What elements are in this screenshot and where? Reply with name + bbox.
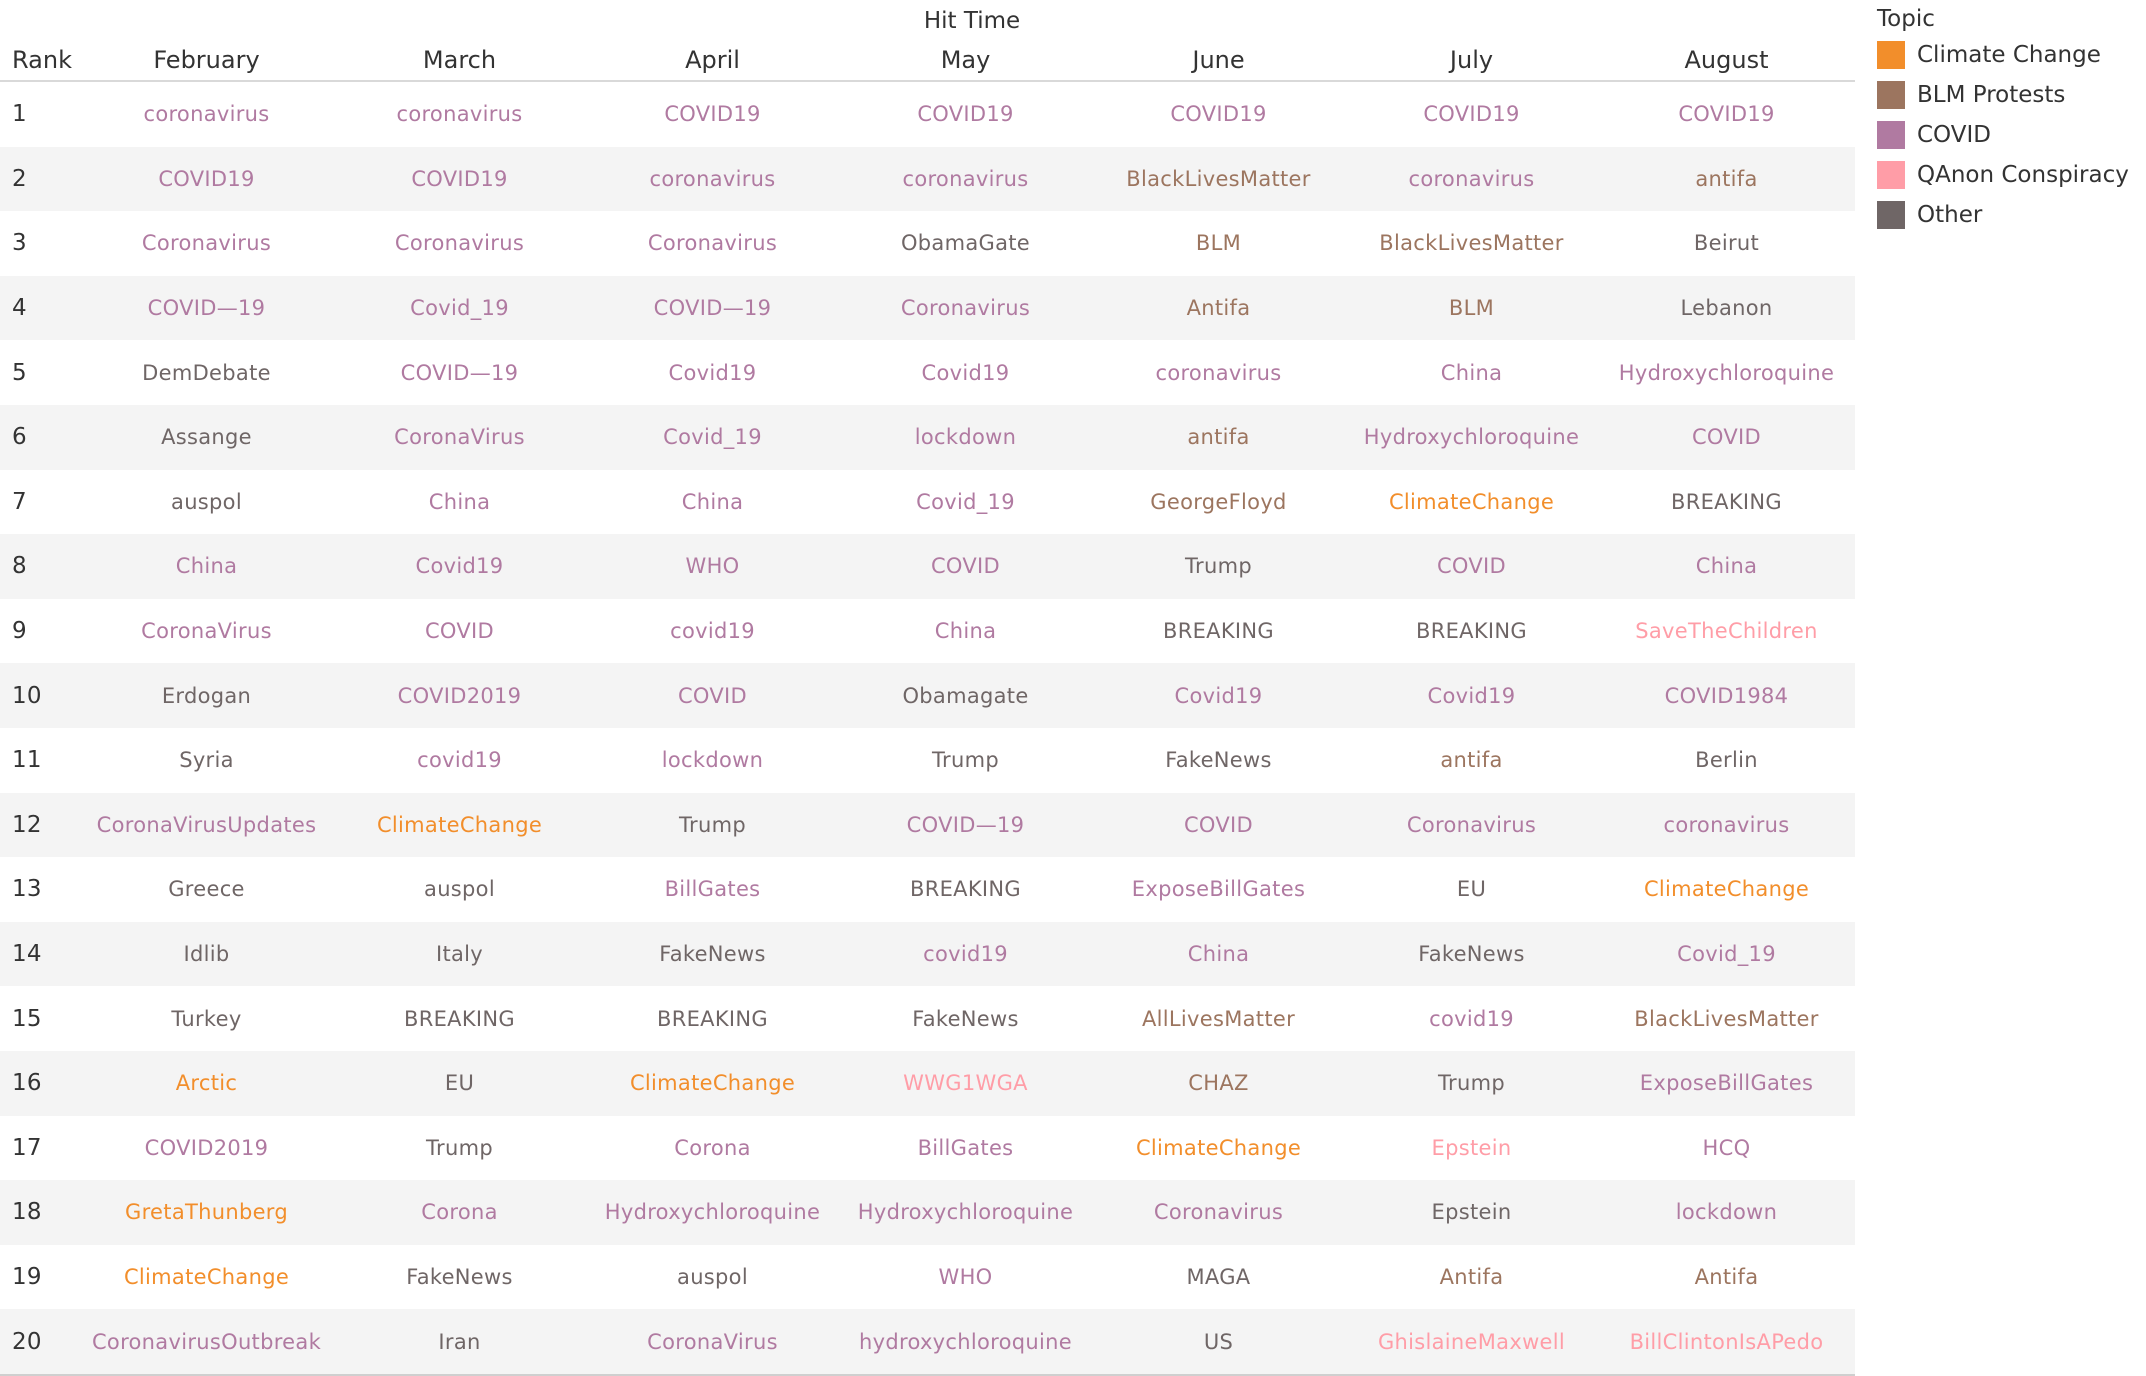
hashtag-cell: coronavirus bbox=[839, 147, 1092, 212]
hashtag-cell: BREAKING bbox=[910, 877, 1021, 902]
month-header: March bbox=[422, 46, 497, 74]
month-header: July bbox=[1449, 46, 1494, 74]
hashtag-cell: AllLivesMatter bbox=[1141, 1006, 1296, 1031]
hashtag-cell: Hydroxychloroquine bbox=[1618, 360, 1835, 385]
rank-cell: 9 bbox=[12, 618, 27, 645]
hashtag-cell: CoronaVirus bbox=[586, 1309, 839, 1375]
hashtag-cell: Epstein bbox=[1345, 1180, 1598, 1245]
hashtag-cell: Corona bbox=[333, 1180, 586, 1245]
topic-legend bbox=[1877, 6, 2129, 235]
hashtag-cell: Arctic bbox=[80, 1051, 333, 1116]
hashtag-cell: CoronaVirus bbox=[141, 619, 272, 644]
hashtag-cell: Covid19 bbox=[333, 534, 586, 599]
rank-cell: 15 bbox=[12, 1005, 42, 1032]
table-row bbox=[0, 1309, 1855, 1375]
hashtag-cell: Coronavirus bbox=[647, 231, 778, 256]
legend-item-climate[interactable] bbox=[1877, 35, 2129, 75]
month-header: August bbox=[1684, 46, 1769, 74]
hashtag-cell: COVID bbox=[1345, 534, 1598, 599]
legend-swatch bbox=[1877, 161, 1905, 189]
table-row bbox=[0, 1180, 1855, 1245]
hashtag-cell: Obamagate bbox=[839, 663, 1092, 728]
table-row bbox=[0, 1245, 1855, 1310]
header-row bbox=[0, 40, 1855, 81]
hashtag-cell: BREAKING bbox=[1671, 489, 1782, 514]
hashtag-cell: FakeNews bbox=[586, 922, 839, 987]
hashtag-cell: BlackLivesMatter bbox=[1092, 147, 1345, 212]
hashtag-cell: COVID19 bbox=[917, 102, 1014, 127]
table-row bbox=[0, 405, 1855, 470]
hashtag-cell: BillClintonIsAPedo bbox=[1598, 1309, 1855, 1375]
hashtag-cell: EU bbox=[333, 1051, 586, 1116]
rank-cell: 1 bbox=[12, 101, 27, 128]
hashtag-cell: covid19 bbox=[670, 619, 755, 644]
hashtag-cell: WHO bbox=[586, 534, 839, 599]
rank-cell: 20 bbox=[0, 1309, 80, 1375]
hashtag-cell: Covid19 bbox=[1345, 663, 1598, 728]
hashtag-cell: US bbox=[1092, 1309, 1345, 1375]
legend-label: COVID bbox=[1917, 122, 1991, 148]
legend-item-qanon[interactable] bbox=[1877, 155, 2129, 195]
hashtag-cell: antifa bbox=[1092, 405, 1345, 470]
month-header: April bbox=[685, 46, 740, 74]
hashtag-cell: Epstein bbox=[1431, 1135, 1512, 1160]
rank-cell: 16 bbox=[0, 1051, 80, 1116]
month-header: June bbox=[1192, 46, 1245, 74]
hashtag-cell: Trump bbox=[1092, 534, 1345, 599]
hashtag-cell: Covid19 bbox=[1092, 663, 1345, 728]
legend-title: Topic bbox=[1877, 6, 1935, 32]
hashtag-cell: DemDebate bbox=[142, 360, 271, 385]
hashtag-cell: coronavirus bbox=[1345, 147, 1598, 212]
hashtag-cell: EU bbox=[1456, 877, 1487, 902]
rank-cell: 19 bbox=[12, 1263, 42, 1290]
table-row bbox=[0, 340, 1855, 405]
table-row bbox=[0, 276, 1855, 341]
hashtag-cell: covid19 bbox=[839, 922, 1092, 987]
hashtag-cell: Covid_19 bbox=[1598, 922, 1855, 987]
hashtag-cell: Coronavirus bbox=[1345, 793, 1598, 858]
hashtag-cell: BREAKING bbox=[1163, 619, 1274, 644]
rank-cell: 13 bbox=[12, 876, 42, 903]
hashtag-cell: coronavirus bbox=[396, 102, 523, 127]
table-row bbox=[0, 728, 1855, 793]
hashtag-cell: COVID19 bbox=[1678, 102, 1775, 127]
hashtag-cell: China bbox=[428, 489, 491, 514]
hashtag-cell: COVID19 bbox=[333, 147, 586, 212]
rank-cell: 5 bbox=[12, 359, 27, 386]
hashtag-cell: Covid_19 bbox=[333, 276, 586, 341]
hashtag-cell: COVID bbox=[424, 619, 495, 644]
hashtag-cell: lockdown bbox=[1598, 1180, 1855, 1245]
month-header: May bbox=[940, 46, 991, 74]
hashtag-cell: BillGates bbox=[664, 877, 761, 902]
hashtag-cell: Antifa bbox=[1092, 276, 1345, 341]
hashtag-cell: COVID2019 bbox=[333, 663, 586, 728]
hashtag-cell: ClimateChange bbox=[1388, 489, 1555, 514]
hashtag-cell: China bbox=[80, 534, 333, 599]
hashtag-cell: Coronavirus bbox=[394, 231, 525, 256]
rank-cell: 8 bbox=[0, 534, 80, 599]
hashtag-cell: COVID2019 bbox=[144, 1135, 269, 1160]
table-row bbox=[0, 1051, 1855, 1116]
hashtag-cell: China bbox=[1092, 922, 1345, 987]
hashtag-cell: Corona bbox=[674, 1135, 751, 1160]
table-row bbox=[0, 857, 1855, 922]
hashtag-cell: Assange bbox=[80, 405, 333, 470]
hashtag-cell: BlackLivesMatter bbox=[1634, 1006, 1819, 1031]
hashtag-cell: Covid_19 bbox=[586, 405, 839, 470]
legend-swatch bbox=[1877, 201, 1905, 229]
hashtag-cell: China bbox=[1598, 534, 1855, 599]
hashtag-cell: Hydroxychloroquine bbox=[586, 1180, 839, 1245]
legend-swatch bbox=[1877, 41, 1905, 69]
hashtag-cell: MAGA bbox=[1186, 1264, 1251, 1289]
legend-swatch bbox=[1877, 81, 1905, 109]
hashtag-cell: Covid19 bbox=[921, 360, 1010, 385]
legend-label: BLM Protests bbox=[1917, 82, 2066, 108]
hashtag-cell: Iran bbox=[333, 1309, 586, 1375]
table-row bbox=[0, 211, 1855, 276]
table-row bbox=[0, 599, 1855, 664]
hashtag-cell: lockdown bbox=[661, 748, 764, 773]
hashtag-cell: ClimateChange bbox=[1135, 1135, 1302, 1160]
hashtag-cell: auspol bbox=[424, 877, 495, 902]
hashtag-cell: COVID—19 bbox=[80, 276, 333, 341]
hashtag-cell: coronavirus bbox=[586, 147, 839, 212]
legend-label: Other bbox=[1917, 202, 1983, 228]
rank-cell: 18 bbox=[0, 1180, 80, 1245]
column-group-title: Hit Time bbox=[923, 8, 1021, 34]
rank-cell: 7 bbox=[12, 488, 27, 515]
hashtag-cell: Italy bbox=[333, 922, 586, 987]
hashtag-cell: COVID19 bbox=[1170, 102, 1267, 127]
hashtag-cell: COVID19 bbox=[80, 147, 333, 212]
hashtag-cell: ClimateChange bbox=[586, 1051, 839, 1116]
legend-swatch bbox=[1877, 121, 1905, 149]
hashtag-rank-table bbox=[0, 40, 1855, 1376]
rank-cell: 10 bbox=[0, 663, 80, 728]
hashtag-cell: FakeNews bbox=[1165, 748, 1272, 773]
hashtag-cell: Syria bbox=[179, 748, 234, 773]
hashtag-cell: BREAKING bbox=[404, 1006, 515, 1031]
hashtag-cell: COVID19 bbox=[664, 102, 761, 127]
rank-cell: 17 bbox=[12, 1134, 42, 1161]
hashtag-cell: auspol bbox=[171, 489, 242, 514]
hashtag-cell: CoronavirusOutbreak bbox=[80, 1309, 333, 1375]
hashtag-cell: covid19 bbox=[1429, 1006, 1514, 1031]
hashtag-cell: Lebanon bbox=[1598, 276, 1855, 341]
hashtag-cell: Idlib bbox=[80, 922, 333, 987]
hashtag-cell: COVID—19 bbox=[839, 793, 1092, 858]
legend-label: QAnon Conspiracy bbox=[1917, 162, 2129, 188]
hashtag-cell: Hydroxychloroquine bbox=[839, 1180, 1092, 1245]
hashtag-cell: FakeNews bbox=[1345, 922, 1598, 987]
rank-cell: 2 bbox=[0, 147, 80, 212]
hashtag-cell: COVID—19 bbox=[400, 360, 519, 385]
hashtag-cell: coronavirus bbox=[1598, 793, 1855, 858]
legend-label: Climate Change bbox=[1917, 42, 2101, 68]
hashtag-cell: ClimateChange bbox=[1643, 877, 1810, 902]
table-row bbox=[0, 81, 1855, 147]
hashtag-cell: Coronavirus bbox=[839, 276, 1092, 341]
hashtag-cell: FakeNews bbox=[406, 1264, 513, 1289]
hashtag-cell: COVID bbox=[586, 663, 839, 728]
table-row bbox=[0, 986, 1855, 1051]
hashtag-cell: Beirut bbox=[1693, 231, 1760, 256]
hashtag-cell: WWG1WGA bbox=[839, 1051, 1092, 1116]
hashtag-cell: hydroxychloroquine bbox=[839, 1309, 1092, 1375]
hashtag-cell: covid19 bbox=[417, 748, 502, 773]
hashtag-cell: COVID bbox=[1092, 793, 1345, 858]
rank-cell: 6 bbox=[0, 405, 80, 470]
rank-cell: 11 bbox=[12, 747, 42, 774]
hashtag-cell: Trump bbox=[586, 793, 839, 858]
hashtag-cell: SaveTheChildren bbox=[1635, 619, 1818, 644]
hashtag-cell: Trump bbox=[426, 1135, 493, 1160]
hashtag-cell: China bbox=[1440, 360, 1503, 385]
hashtag-cell: Trump bbox=[932, 748, 999, 773]
hashtag-cell: COVID bbox=[1598, 405, 1855, 470]
hashtag-cell: ClimateChange bbox=[333, 793, 586, 858]
hashtag-cell: lockdown bbox=[839, 405, 1092, 470]
legend-item-other[interactable] bbox=[1877, 195, 2129, 235]
rank-header: Rank bbox=[0, 40, 80, 81]
hashtag-cell: COVID19 bbox=[1423, 102, 1520, 127]
hashtag-cell: Covid19 bbox=[668, 360, 757, 385]
hashtag-cell: CHAZ bbox=[1092, 1051, 1345, 1116]
hashtag-cell: Trump bbox=[1345, 1051, 1598, 1116]
hashtag-cell: coronavirus bbox=[143, 102, 270, 127]
hashtag-cell: Covid_19 bbox=[916, 489, 1015, 514]
legend-item-covid[interactable] bbox=[1877, 115, 2129, 155]
hashtag-cell: GeorgeFloyd bbox=[1150, 489, 1287, 514]
legend-items bbox=[1877, 35, 2129, 235]
hashtag-cell: antifa bbox=[1598, 147, 1855, 212]
hashtag-cell: auspol bbox=[677, 1264, 748, 1289]
rank-cell: 12 bbox=[0, 793, 80, 858]
table-row bbox=[0, 470, 1855, 535]
hashtag-cell: GhislaineMaxwell bbox=[1345, 1309, 1598, 1375]
table-row bbox=[0, 534, 1855, 599]
hashtag-cell: ExposeBillGates bbox=[1131, 877, 1306, 902]
hashtag-cell: Hydroxychloroquine bbox=[1345, 405, 1598, 470]
hashtag-cell: Antifa bbox=[1439, 1264, 1504, 1289]
month-header: February bbox=[153, 46, 260, 74]
rank-cell: 3 bbox=[12, 230, 27, 257]
rank-cell: 14 bbox=[0, 922, 80, 987]
hashtag-cell: ClimateChange bbox=[123, 1264, 290, 1289]
hashtag-cell: coronavirus bbox=[1155, 360, 1282, 385]
hashtag-cell: China bbox=[681, 489, 744, 514]
hashtag-cell: Antifa bbox=[1694, 1264, 1759, 1289]
hashtag-cell: FakeNews bbox=[912, 1006, 1019, 1031]
hashtag-cell: HCQ bbox=[1702, 1135, 1751, 1160]
hashtag-cell: BlackLivesMatter bbox=[1379, 231, 1564, 256]
table-row bbox=[0, 793, 1855, 858]
hashtag-cell: COVID bbox=[839, 534, 1092, 599]
hashtag-cell: Coronavirus bbox=[141, 231, 272, 256]
legend-item-blm[interactable] bbox=[1877, 75, 2129, 115]
hashtag-cell: Berlin bbox=[1695, 748, 1758, 773]
table-row bbox=[0, 922, 1855, 987]
table-row bbox=[0, 147, 1855, 212]
table-row bbox=[0, 1116, 1855, 1181]
hashtag-cell: WHO bbox=[938, 1264, 993, 1289]
hashtag-cell: CoronaVirus bbox=[333, 405, 586, 470]
hashtag-cell: China bbox=[934, 619, 997, 644]
hashtag-cell: BLM bbox=[1345, 276, 1598, 341]
hashtag-cell: Turkey bbox=[171, 1006, 242, 1031]
hashtag-cell: ExposeBillGates bbox=[1598, 1051, 1855, 1116]
hashtag-cell: BLM bbox=[1195, 231, 1242, 256]
hashtag-cell: ObamaGate bbox=[900, 231, 1031, 256]
hashtag-cell: Erdogan bbox=[80, 663, 333, 728]
rank-cell: 4 bbox=[0, 276, 80, 341]
hashtag-cell: Greece bbox=[168, 877, 245, 902]
hashtag-cell: BREAKING bbox=[657, 1006, 768, 1031]
table-body bbox=[0, 81, 1855, 1375]
hashtag-cell: COVID—19 bbox=[586, 276, 839, 341]
hashtag-cell: COVID1984 bbox=[1598, 663, 1855, 728]
hashtag-cell: antifa bbox=[1440, 748, 1503, 773]
hashtag-cell: GretaThunberg bbox=[80, 1180, 333, 1245]
hashtag-cell: CoronaVirusUpdates bbox=[80, 793, 333, 858]
hashtag-cell: Coronavirus bbox=[1092, 1180, 1345, 1245]
hashtag-cell: BillGates bbox=[917, 1135, 1014, 1160]
table-row bbox=[0, 663, 1855, 728]
hashtag-cell: BREAKING bbox=[1416, 619, 1527, 644]
